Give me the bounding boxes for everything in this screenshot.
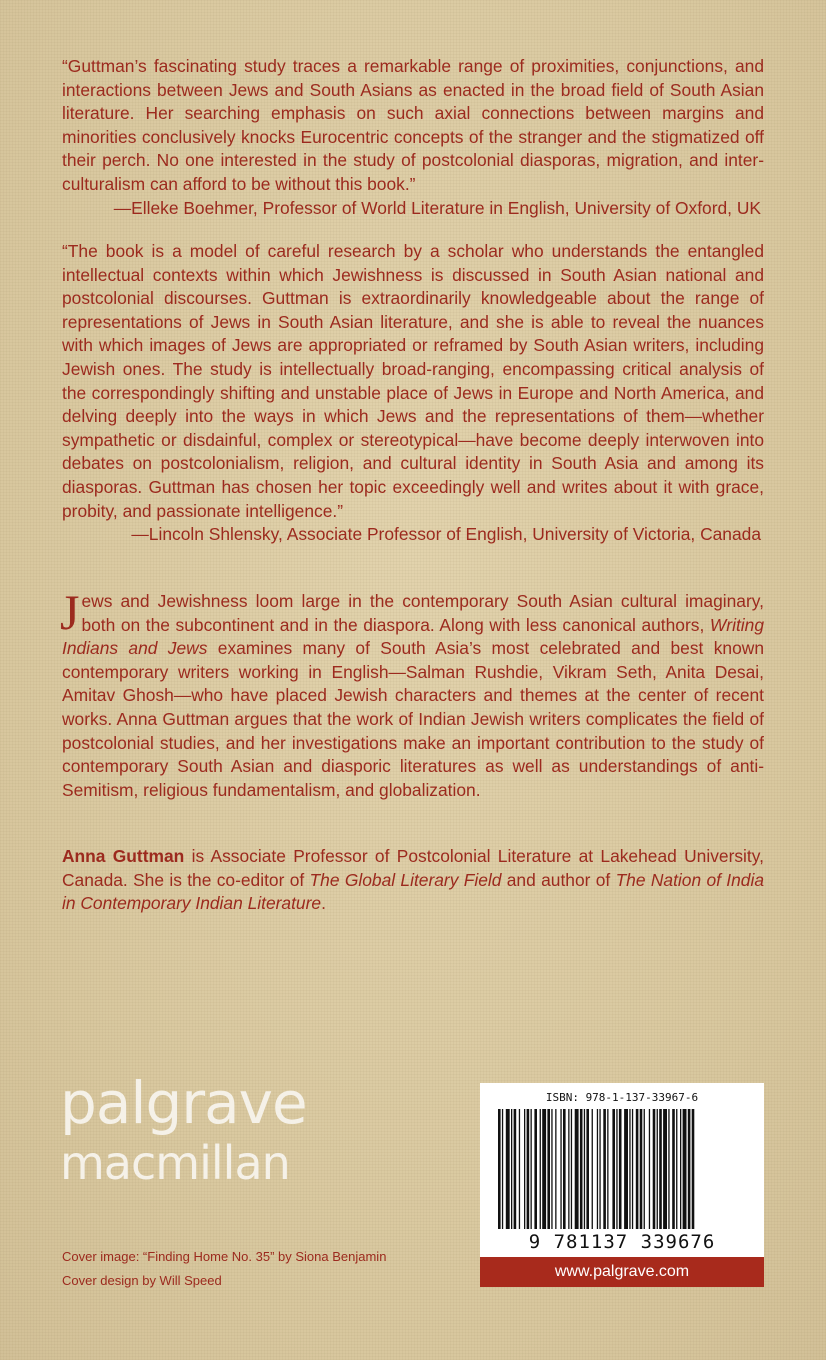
endorsement-quote-1: [62, 55, 764, 220]
publisher-logo: [60, 1070, 307, 1190]
barcode-bar: [524, 1109, 525, 1229]
barcode-bar: [663, 1109, 667, 1229]
barcode-bar: [624, 1109, 628, 1229]
barcode-bar: [603, 1109, 606, 1229]
barcode-bar: [586, 1109, 589, 1229]
cover-image-credit: Cover image: “Finding Home No. 35” by Siona Benjamin: [62, 1249, 387, 1264]
barcode-bar: [511, 1109, 512, 1229]
barcode-bar: [555, 1109, 556, 1229]
barcode-bar: [680, 1109, 681, 1229]
barcode-bar: [540, 1109, 541, 1229]
barcode-bar: [649, 1109, 650, 1229]
barcode-bar: [563, 1109, 566, 1229]
barcode-bar: [527, 1109, 530, 1229]
barcode-bar: [498, 1109, 501, 1229]
barcode-bar: [531, 1109, 532, 1229]
barcode-bar: [668, 1109, 669, 1229]
barcode-bar: [653, 1109, 656, 1229]
publisher-logo-line2: macmillan: [60, 1136, 290, 1190]
endorsement-text: “The book is a model of careful research by a scholar who understands the entangled intellectual contexts within which Jewishness is discussed in South Asian national and postcolonial discourses. Guttman is extraordinarily knowledgeable about the range of representations of Jews in South Asian literature, and she is able to reveal the nuances with which images of Jews are appropriated or reframed by South Asian writers, including Jewish ones. The study is intellectually broad-ranging, encompassing critical analysis of the correspondingly shifting and unstable place of Jews in Europe and North America, and delving deeply into the ways in which Jews and the representations of them—whether sympathetic or disdainful, complex or stereotypical—have become deeply interwoven into debates on postcolonialism, religion, and cultural identity in South Asia and among its diasporas. Guttman has chosen her topic exceedingly well and writes about it with grace, probity, and passionate intelligence.”: [62, 241, 764, 521]
barcode-bar: [542, 1109, 546, 1229]
isbn-label: ISBN: 978-1-137-33967-6: [545, 1091, 699, 1104]
barcode-bar: [584, 1109, 585, 1229]
barcode-digits: 9 781137 339676: [528, 1231, 716, 1253]
book-title: Writing Indians and Jews: [62, 614, 764, 659]
barcode-bar: [692, 1109, 695, 1229]
barcode-bar: [619, 1109, 622, 1229]
barcode-bar: [632, 1109, 633, 1229]
barcode-bar: [571, 1109, 572, 1229]
barcode-bar: [676, 1109, 677, 1229]
barcode-bar: [607, 1109, 608, 1229]
drop-cap: J: [60, 584, 80, 640]
barcode-bar: [688, 1109, 691, 1229]
description-text-part1: ews and Jewishness loom large in the contemporary South Asian cultural imaginary, both on the subcontinent and in the diaspora. Along with less canonical authors,: [81, 591, 764, 635]
bio-text-part3: .: [321, 893, 326, 914]
barcode-bar: [636, 1109, 639, 1229]
endorsement-quote-2: [62, 240, 764, 547]
barcode-bar: [502, 1109, 503, 1229]
barcode-bar: [683, 1109, 687, 1229]
cover-design-credit: Cover design by Will Speed: [62, 1273, 222, 1288]
barcode-bar: [551, 1109, 552, 1229]
barcode-bar: [575, 1109, 579, 1229]
bio-title-1: The Global Literary Field: [309, 869, 502, 890]
bio-title-2: The Nation of India in Contemporary Indian Literature: [62, 869, 764, 914]
publisher-logo-line1: palgrave: [60, 1069, 307, 1137]
barcode-bar: [599, 1109, 600, 1229]
bio-text-part2: and author of: [501, 869, 616, 890]
bio-text-part1: is Associate Professor of Postcolonial Literature at Lakehead University, Canada. She is the co-editor of: [62, 846, 764, 890]
barcode-bar: [616, 1109, 617, 1229]
barcode-bar: [659, 1109, 662, 1229]
book-description: [60, 584, 764, 802]
barcode-bar: [612, 1109, 615, 1229]
barcode-panel: [480, 1083, 764, 1287]
endorsement-attribution: —Elleke Boehmer, Professor of World Literature in English, University of Oxford, UK: [113, 197, 761, 218]
barcode-bar: [568, 1109, 569, 1229]
endorsement-attribution: —Lincoln Shlensky, Associate Professor of English, University of Victoria, Canada: [131, 524, 761, 545]
barcode-bar: [597, 1109, 598, 1229]
endorsement-text: “Guttman’s fascinating study traces a remarkable range of proximities, conjunctions, and interactions between Jews and South Asians as enacted in the broad field of South Asian literature. Her searching emphasis on such axial connections between margins and minorities conclusively knocks Eurocentric concepts of the stranger and the stigmatized off their perch. No one interested in the study of postcolonial diasporas, migration, and inter-culturalism can afford to be without this book.”: [62, 56, 764, 194]
barcode-bar: [519, 1109, 520, 1229]
barcode-bar: [644, 1109, 645, 1229]
barcode-bar: [580, 1109, 583, 1229]
author-name: Anna Guttman: [62, 846, 185, 866]
barcode-bar: [592, 1109, 593, 1229]
barcode-bar: [534, 1109, 537, 1229]
barcode-bar: [640, 1109, 643, 1229]
author-bio: [62, 845, 764, 916]
barcode-bar: [672, 1109, 675, 1229]
description-text-part2: examines many of South Asia’s most celebrated and best known contemporary writers working in English—Salman Rushdie, Vikram Seth, Anita Desai, Amitav Ghosh—who have placed Jewish characters and themes at the center of recent works. Anna Guttman argues that the work of Indian Jewish writers complicates the field of postcolonial studies, and her investigations make an important contribution to the study of contemporary South Asian and diasporic literatures as well as understandings of anti-Semitism, religious fundamentalism, and globalization.: [62, 638, 764, 800]
cover-credits: [62, 1245, 386, 1293]
barcode-bar: [514, 1109, 517, 1229]
barcode-bar: [657, 1109, 658, 1229]
barcode-bar: [629, 1109, 630, 1229]
barcode-bar: [547, 1109, 550, 1229]
barcode-icon: [498, 1109, 746, 1229]
publisher-url: www.palgrave.com: [480, 1257, 764, 1287]
barcode-bar: [506, 1109, 510, 1229]
barcode-bar: [560, 1109, 561, 1229]
